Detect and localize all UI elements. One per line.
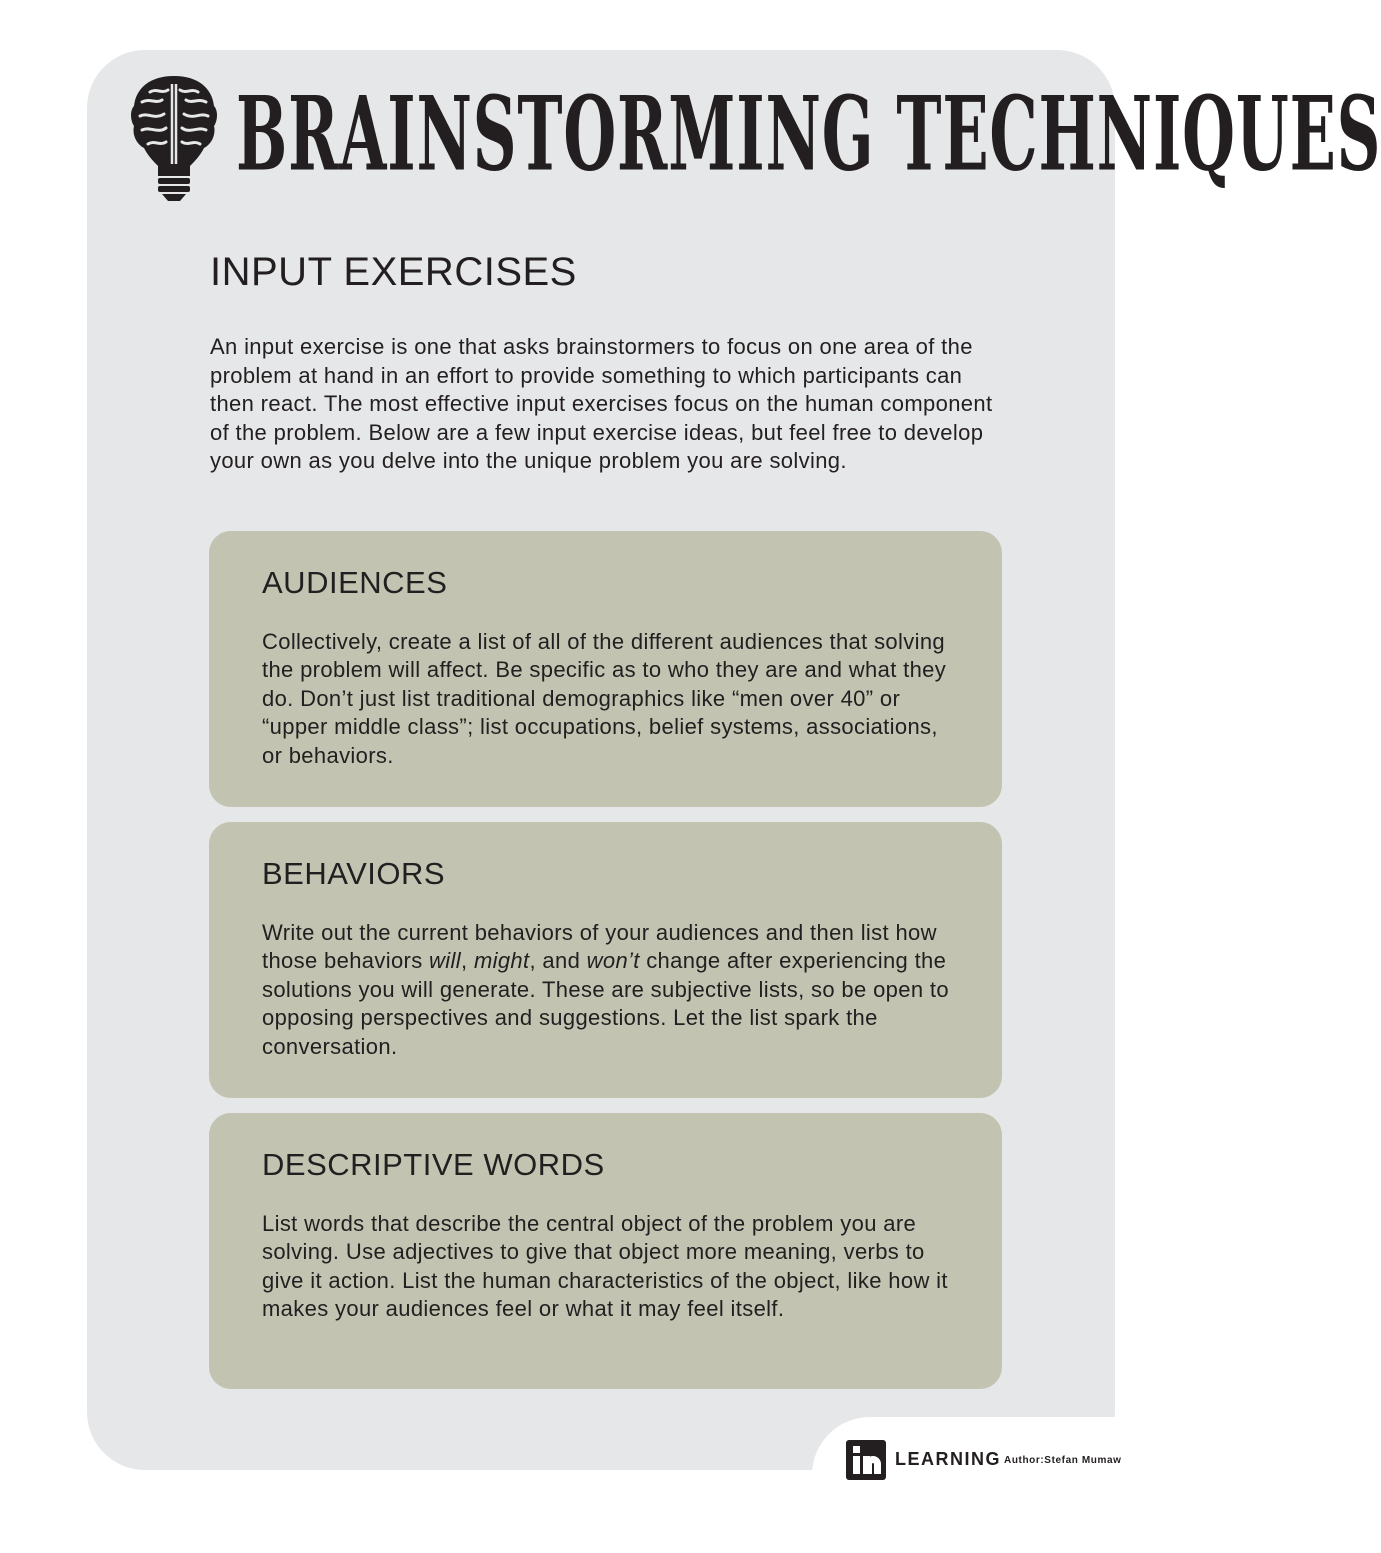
card-title: AUDIENCES bbox=[262, 565, 448, 600]
card-body-emphasis-might: might bbox=[473, 948, 530, 974]
card-body-emphasis-wont: won’t bbox=[586, 948, 640, 974]
card-behaviors bbox=[209, 822, 1002, 1098]
card-audiences bbox=[209, 531, 1002, 807]
footer bbox=[846, 1440, 1146, 1480]
section-intro: An input exercise is one that asks brainstormers to focus on one area of the problem at hand in an effort to provide something to which participants can then react. The most effective input exercises focus on the human component of the problem. Below are a few input exercise ideas, but feel free to develop your own as you delve into the unique problem you are solving. bbox=[210, 334, 993, 474]
footer-author: Author:Stefan Mumaw bbox=[1004, 1455, 1122, 1466]
card-title: BEHAVIORS bbox=[262, 856, 446, 891]
page-title: BRAINSTORMING TECHNIQUES bbox=[236, 75, 1381, 195]
card-body-text: change after experiencing the solutions you will generate. These are subjective lists, so be open to opposing perspectives and suggestions. Let the list spark the conversation. bbox=[262, 948, 949, 1059]
card-body-text: Write out the current behaviors of your audiences and then list how those behaviors bbox=[262, 920, 937, 974]
brain-lightbulb-icon bbox=[128, 72, 220, 202]
card-body-text: , bbox=[461, 948, 474, 974]
card-body-emphasis-will: will bbox=[429, 948, 461, 974]
card-body: List words that describe the central object of the problem you are solving. Use adjectives to give that object more meaning, verbs to give it action. List the human characteristics of the object, like how it makes your audiences feel or what it may feel itself. bbox=[262, 1211, 948, 1322]
card-descriptive-words bbox=[209, 1113, 1002, 1389]
card-body-text: , and bbox=[529, 948, 587, 974]
card-title: DESCRIPTIVE WORDS bbox=[262, 1147, 605, 1182]
footer-brand: LEARNING bbox=[895, 1449, 1001, 1469]
card-body: Collectively, create a list of all of the different audiences that solving the problem will affect. Be specific as to who they are and what they do. Don’t just list traditional demographics like “men over 40” or “upper middle class”; list occupations, belief systems, associations, or behaviors. bbox=[262, 629, 947, 768]
card-body bbox=[262, 919, 962, 1061]
page-header bbox=[128, 70, 1381, 205]
section-title: INPUT EXERCISES bbox=[210, 250, 577, 294]
linkedin-logo-icon bbox=[846, 1440, 886, 1480]
